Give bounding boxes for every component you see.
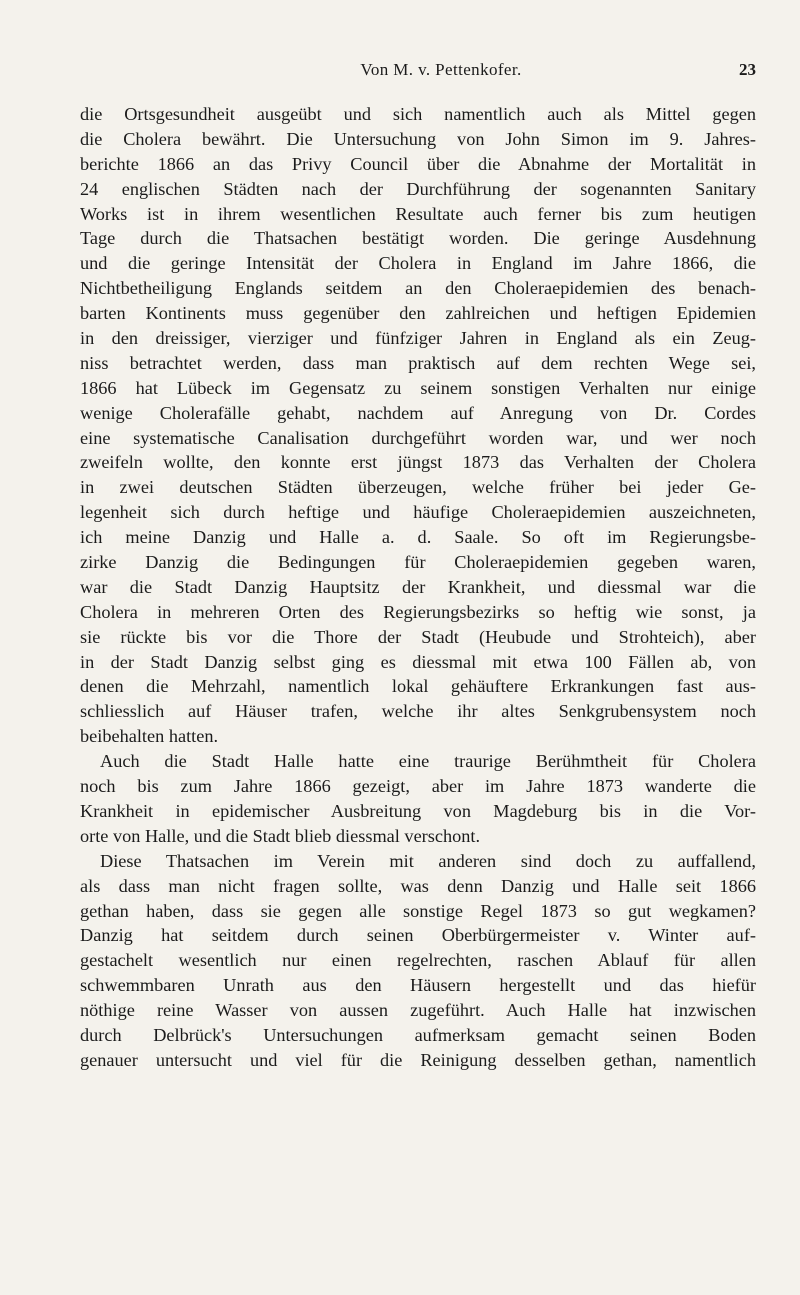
text-line: beibehalten hatten. — [80, 726, 219, 747]
text-line: Diese Thatsachen im Verein mit anderen sind doch zu auffallend, — [100, 850, 756, 871]
text-line: 1866 hat Lübeck im Gegensatz zu seinem sonstigen Verhalten nur einige — [80, 377, 756, 398]
text-line: schliesslich auf Häuser trafen, welche ihr altes Senkgrubensystem noch — [80, 701, 756, 722]
text-line: gestachelt wesentlich nur einen regelrechten, raschen Ablauf für allen — [80, 950, 756, 971]
text-line: Auch die Stadt Halle hatte eine traurige Berühmtheit für Cholera — [100, 751, 756, 772]
book-page — [80, 60, 756, 1073]
text-line: zirke Danzig die Bedingungen für Choleraepidemien gegeben waren, — [80, 552, 756, 573]
page-header — [80, 60, 756, 90]
text-line: Nichtbetheiligung Englands seitdem an den Choleraepidemien des benach- — [80, 278, 756, 299]
text-line: eine systematische Canalisation durchgeführt worden war, und wer noch — [80, 427, 756, 448]
text-line: orte von Halle, und die Stadt blieb diessmal verschont. — [80, 825, 481, 846]
text-line: zweifeln wollte, den konnte erst jüngst 1873 das Verhalten der Cholera — [80, 452, 756, 473]
text-line: Cholera in mehreren Orten des Regierungsbezirks so heftig wie sonst, ja — [80, 601, 756, 622]
text-line: Works ist in ihrem wesentlichen Resultate auch ferner bis zum heutigen — [80, 203, 756, 224]
text-line: gethan haben, dass sie gegen alle sonstige Regel 1873 so gut wegkamen? — [80, 900, 756, 921]
text-line: war die Stadt Danzig Hauptsitz der Krankheit, und diessmal war die — [80, 576, 756, 597]
text-line: Danzig hat seitdem durch seinen Oberbürgermeister v. Winter auf- — [80, 925, 756, 946]
running-head: Von M. v. Pettenkofer. — [360, 60, 522, 79]
text-line: durch Delbrück's Untersuchungen aufmerksam gemacht seinen Boden — [80, 1024, 756, 1045]
text-line: niss betrachtet werden, dass man praktisch auf dem rechten Wege sei, — [80, 352, 756, 373]
text-line: in der Stadt Danzig selbst ging es diessmal mit etwa 100 Fällen ab, von — [80, 651, 756, 672]
text-line: ich meine Danzig und Halle a. d. Saale. So oft im Regierungsbe- — [80, 527, 756, 548]
text-line: die Cholera bewährt. Die Untersuchung von John Simon im 9. Jahres- — [80, 128, 756, 149]
text-line: die Ortsgesundheit ausgeübt und sich namentlich auch als Mittel gegen — [80, 104, 756, 124]
text-line: sie rückte bis vor die Thore der Stadt (Heubude und Strohteich), aber — [80, 626, 756, 647]
text-line: barten Kontinents muss gegenüber den zahlreichen und heftigen Epidemien — [80, 303, 756, 324]
text-line: schwemmbaren Unrath aus den Häusern hergestellt und das hiefür — [80, 975, 756, 996]
text-line: berichte 1866 an das Privy Council über die Abnahme der Mortalität in — [80, 153, 756, 174]
text-line: und die geringe Intensität der Cholera in England im Jahre 1866, die — [80, 253, 756, 274]
body-text — [80, 102, 756, 1073]
text-line: nöthige reine Wasser von aussen zugeführt. Auch Halle hat inzwischen — [80, 1000, 756, 1021]
text-line: in zwei deutschen Städten überzeugen, welche früher bei jeder Ge- — [80, 477, 756, 498]
text-line: wenige Cholerafälle gehabt, nachdem auf Anregung von Dr. Cordes — [80, 402, 756, 423]
text-line: Krankheit in epidemischer Ausbreitung von Magdeburg bis in die Vor- — [80, 800, 756, 821]
text-line: genauer untersucht und viel für die Reinigung desselben gethan, namentlich — [80, 1049, 756, 1070]
text-line: legenheit sich durch heftige und häufige Choleraepidemien auszeichneten, — [80, 502, 756, 523]
text-line: in den dreissiger, vierziger und fünfziger Jahren in England als ein Zeug- — [80, 328, 756, 349]
text-line: Tage durch die Thatsachen bestätigt worden. Die geringe Ausdehnung — [80, 228, 756, 249]
text-line: noch bis zum Jahre 1866 gezeigt, aber im Jahre 1873 wanderte die — [80, 776, 756, 797]
text-line: 24 englischen Städten nach der Durchführung der sogenannten Sanitary — [80, 178, 756, 199]
page-number: 23 — [739, 60, 756, 79]
text-line: als dass man nicht fragen sollte, was denn Danzig und Halle seit 1866 — [80, 875, 756, 896]
text-line: denen die Mehrzahl, namentlich lokal gehäuftere Erkrankungen fast aus- — [80, 676, 756, 697]
